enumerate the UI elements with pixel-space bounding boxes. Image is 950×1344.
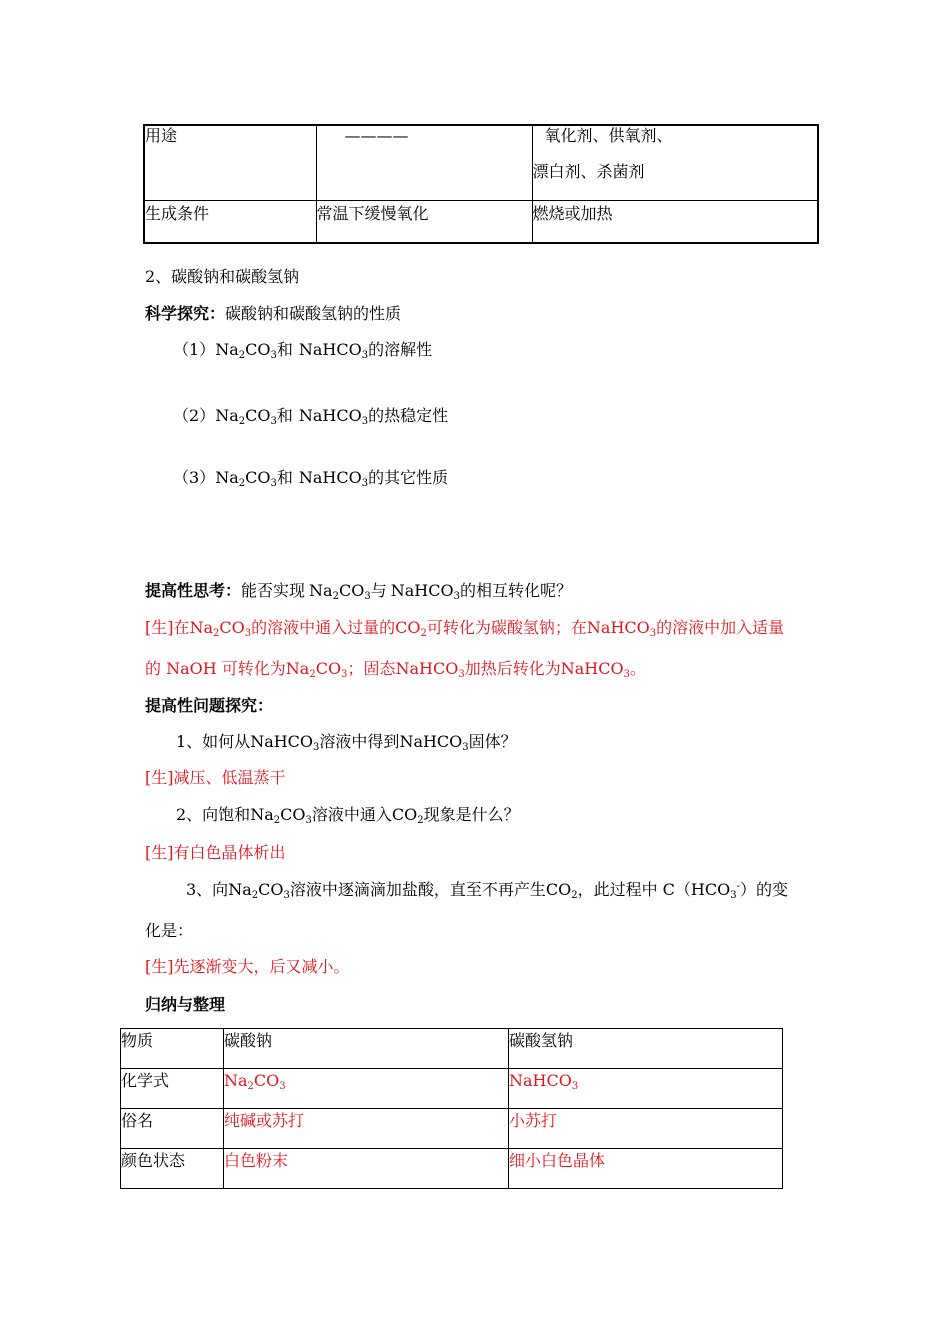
text-segment: 现象是什么？	[423, 805, 520, 824]
formula-na2co3	[215, 340, 277, 359]
text-segment: 的溶液中通入过量的	[251, 618, 396, 637]
table-cell: 生成条件	[144, 201, 316, 244]
text-segment: 2	[417, 815, 424, 826]
table-header-cell: 物质	[121, 1029, 224, 1069]
text-segment: CO	[338, 581, 365, 600]
answer-3: [生]先逐渐变大，后又减小。	[145, 957, 350, 976]
text-segment: 。	[629, 659, 646, 678]
text-segment: 3	[730, 890, 737, 901]
text-segment: 的相互转化呢？	[459, 581, 572, 600]
text-segment: Na	[215, 406, 239, 425]
text-segment: 3	[361, 478, 369, 489]
formula-nahco3	[399, 732, 468, 751]
text-segment: 3	[458, 669, 465, 680]
text-segment: 3、向	[186, 880, 229, 899]
table-cell	[224, 1069, 509, 1109]
formula-nahco3	[391, 581, 460, 600]
formula-co2	[395, 618, 427, 637]
text-segment: 的热稳定性	[368, 406, 449, 425]
text-segment: Na	[285, 659, 310, 678]
answer-line-1	[145, 618, 784, 638]
science-explore-line: 科学探究：碳酸钠和碳酸氢钠的性质	[145, 304, 402, 323]
text-segment: CO	[395, 618, 421, 637]
text-segment: NaHCO	[250, 732, 314, 751]
question-3-line-2: 化是：	[145, 921, 194, 940]
table-row	[121, 1149, 783, 1189]
text-segment: CO	[280, 805, 306, 824]
formula-na2co3	[228, 880, 290, 899]
text-segment: 3	[270, 350, 277, 361]
formula-na2co3	[309, 581, 371, 600]
table-row	[121, 1069, 783, 1109]
text-segment: 3	[364, 591, 371, 602]
text-segment: 3	[313, 742, 320, 753]
text-segment: （3）	[173, 468, 216, 487]
text-segment: 2	[213, 628, 220, 639]
summary-table	[120, 1028, 783, 1189]
table-cell: 俗名	[121, 1109, 224, 1149]
table-cell: 用途	[144, 125, 316, 201]
text-segment: 3	[462, 742, 469, 753]
table-cell: 燃烧或加热	[532, 201, 818, 244]
answer-1: [生]减压、低温蒸干	[145, 768, 286, 787]
think-question	[145, 581, 572, 601]
text-segment: 和	[276, 406, 293, 425]
text-segment: 与	[370, 581, 387, 600]
text-segment: 能否实现	[241, 581, 306, 600]
summary-title: 归纳与整理	[145, 995, 226, 1014]
text-segment: ；固态	[347, 659, 396, 678]
explore-item-2	[173, 406, 448, 426]
section-title: 2、碳酸钠和碳酸氢钠	[145, 267, 300, 286]
text-segment: （1）	[173, 340, 216, 359]
table-cell: ————	[316, 125, 532, 201]
text-segment: CO	[219, 618, 245, 637]
question-1	[176, 732, 517, 752]
text-segment: （2）	[173, 406, 216, 425]
text-segment: NaHCO	[586, 618, 650, 637]
text-segment: Na	[250, 805, 274, 824]
table-header-cell: 碳酸钠	[224, 1029, 509, 1069]
text-segment: 3	[649, 628, 657, 639]
text-segment: Na	[215, 468, 239, 487]
text-segment: 2、向饱和	[176, 805, 251, 824]
text-segment: CO	[258, 880, 284, 899]
text-segment: 溶液中逐滴滴加盐酸，直至不再产生	[289, 880, 546, 899]
table-cell: 白色粉末	[224, 1149, 509, 1189]
text-segment: CO	[391, 805, 418, 824]
text-segment: [生]在	[145, 618, 190, 637]
text-segment: NaHCO	[390, 581, 454, 600]
text-segment: 加热后转化为	[464, 659, 561, 678]
formula-co2	[392, 805, 424, 824]
text-segment: 和	[276, 340, 293, 359]
table-cell: 化学式	[121, 1069, 224, 1109]
formula-na2co3: $Na_2CO_3$	[224, 1071, 286, 1092]
text-segment: 的其它性质	[368, 468, 449, 487]
text-segment: -	[736, 881, 741, 892]
explore-item-1	[173, 340, 432, 360]
formula-nahco3	[561, 659, 630, 678]
formula-nahco3	[250, 732, 319, 751]
table-row	[121, 1109, 783, 1149]
text-segment: CO	[315, 659, 342, 678]
table-cell: 颜色状态	[121, 1149, 224, 1189]
table-cell	[509, 1069, 783, 1109]
text-segment: 3	[361, 350, 369, 361]
table-header-cell: 碳酸氢钠	[509, 1029, 783, 1069]
question-2	[176, 805, 520, 825]
text-segment: 提高性思考：	[145, 581, 242, 600]
text-segment: NaHCO	[560, 659, 624, 678]
table-row	[121, 1029, 783, 1069]
formula-co2	[546, 880, 578, 899]
text-segment: 2	[420, 628, 427, 639]
text-segment: 固体？	[468, 732, 517, 751]
text-segment: 3	[453, 591, 460, 602]
text-segment: 的 NaOH 可转化为	[145, 659, 286, 678]
formula-nahco3	[299, 468, 368, 487]
text-segment: Na	[228, 880, 252, 899]
table-cell: 氧化剂、供氧剂、 漂白剂、杀菌剂	[532, 125, 818, 201]
text-segment: CO	[245, 406, 271, 425]
text-segment: 3	[283, 890, 290, 901]
formula-nahco3: NaHCO$_3$	[509, 1071, 579, 1092]
text-segment: 2	[571, 890, 578, 901]
text-segment: 3	[244, 628, 252, 639]
text-segment: 3	[305, 815, 312, 826]
explore-item-3	[173, 468, 448, 488]
formula-nahco3	[299, 406, 368, 425]
text-segment: 2	[332, 591, 339, 602]
text-segment: NaHCO	[298, 468, 362, 487]
text-segment: 溶液中通入	[311, 805, 392, 824]
text-segment: 3	[270, 478, 277, 489]
text-segment: 3	[361, 416, 369, 427]
formula-nahco3	[299, 340, 368, 359]
table-row	[144, 125, 818, 201]
text-segment: Na	[309, 581, 333, 600]
text-segment: 2	[251, 890, 259, 901]
problem-title: 提高性问题探究：	[145, 696, 274, 715]
text-segment: NaHCO	[399, 732, 463, 751]
text-segment: 3	[623, 669, 630, 680]
formula-na2co3	[286, 659, 348, 678]
text-segment: CO	[545, 880, 572, 899]
text-segment: 可转化为碳酸氢钠；在	[426, 618, 587, 637]
answer-line-2	[145, 659, 646, 679]
formula-nahco3	[395, 659, 464, 678]
formula-na2co3	[250, 805, 312, 824]
text-segment: CO	[245, 340, 271, 359]
text-segment: ，此过程中 C（HCO	[577, 880, 731, 899]
table-cell: 小苏打	[509, 1109, 783, 1149]
text-segment: CO	[245, 468, 271, 487]
text-segment: 的溶解性	[368, 340, 433, 359]
text-segment: 溶液中得到	[319, 732, 400, 751]
text-segment: 3	[270, 416, 277, 427]
text-segment: 的溶液中加入适量	[656, 618, 785, 637]
text-segment: 2	[238, 350, 246, 361]
text-segment: 2	[309, 669, 316, 680]
text-segment: 和	[276, 468, 293, 487]
table-cell: 常温下缓慢氧化	[316, 201, 532, 244]
text-segment: 2	[273, 815, 281, 826]
table-cell: 纯碱或苏打	[224, 1109, 509, 1149]
text-segment: NaHCO	[395, 659, 459, 678]
text-segment: Na	[215, 340, 239, 359]
text-segment: 2	[238, 478, 246, 489]
text-segment: NaHCO	[298, 340, 362, 359]
text-segment: NaHCO	[298, 406, 362, 425]
text-segment: 3	[341, 669, 348, 680]
formula-nahco3	[587, 618, 656, 637]
answer-2: [生]有白色晶体析出	[145, 843, 286, 862]
text-segment: Na	[189, 618, 214, 637]
formula-na2co3	[215, 468, 277, 487]
text-segment: 2	[238, 416, 246, 427]
question-3-line-1	[186, 880, 788, 900]
text-segment: ）的变	[740, 880, 789, 899]
table-row	[144, 201, 818, 244]
table-cell: 细小白色晶体	[509, 1149, 783, 1189]
formula-na2co3	[215, 406, 277, 425]
properties-table-top	[143, 124, 819, 244]
formula-na2co3	[190, 618, 252, 637]
text-segment: 1、如何从	[176, 732, 251, 751]
